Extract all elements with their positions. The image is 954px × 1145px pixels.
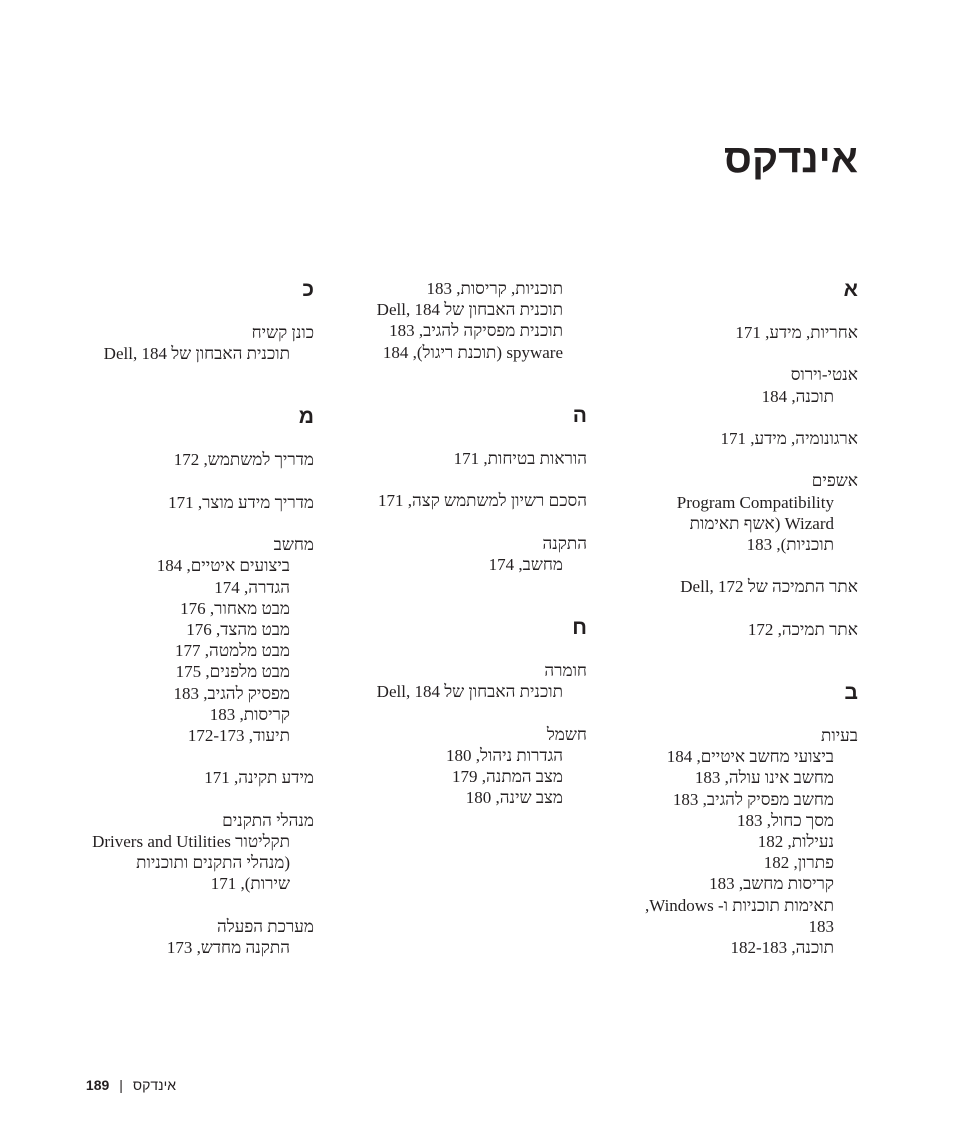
index-entry-line: מנהלי התקנים xyxy=(222,810,314,830)
index-entry-line: ארגונומיה, מידע, 171 xyxy=(720,428,858,448)
index-column-middle xyxy=(357,278,587,808)
section-letter-heading: ב xyxy=(844,680,858,704)
index-subentry-line: תאימות תוכניות ו- Windows, xyxy=(644,895,834,915)
index-entry xyxy=(648,576,858,597)
index-subentry-line: מצב המתנה, 179 xyxy=(452,767,563,786)
page-number: 189 xyxy=(85,1077,110,1093)
section-letter-heading: ח xyxy=(572,616,587,639)
index-entry xyxy=(357,660,587,702)
index-subentry-line: תוכנה, 184 xyxy=(761,386,834,406)
index-entry-line: אחריות, מידע, 171 xyxy=(735,323,858,342)
index-entry-line: מחשב xyxy=(273,535,314,555)
index-subentry-line: תוכניות), 183 xyxy=(746,534,834,554)
index-section xyxy=(648,278,858,640)
index-section xyxy=(357,404,587,575)
index-subentry-line: מחשב מפסיק להגיב, 183 xyxy=(672,789,834,809)
index-entry-line: מדריך למשתמש, 172 xyxy=(173,450,314,470)
index-entry xyxy=(357,278,587,363)
index-subentry-line: תוכנית האבחון של Dell, 184 xyxy=(103,344,290,364)
index-entry-line: אנטי-וירוס xyxy=(790,365,858,385)
index-entry xyxy=(64,322,314,364)
index-subentry-line: פתרון, 182 xyxy=(763,853,834,873)
page-footer xyxy=(86,1076,176,1094)
index-subentry-line: קריסות מחשב, 183 xyxy=(709,874,834,894)
footer-separator: | xyxy=(119,1077,123,1093)
index-subentry-line: תוכניות, קריסות, 183 xyxy=(426,279,563,298)
index-column-left xyxy=(64,278,314,958)
index-entry xyxy=(64,449,314,470)
index-entry xyxy=(357,724,587,809)
index-subentry-line: מבט מלמטה, 177 xyxy=(175,641,290,661)
index-entry xyxy=(64,916,314,958)
index-subentry-line: מסך כחול, 183 xyxy=(736,810,834,830)
index-column-right xyxy=(644,278,858,958)
index-entry-line: מידע תקינה, 171 xyxy=(204,768,314,788)
index-subentry-line: מפסיק להגיב, 183 xyxy=(173,683,290,703)
index-subentry-line: ביצועי מחשב איטיים, 184 xyxy=(666,747,834,767)
index-entry xyxy=(64,534,314,746)
index-subentry-line: מחשב, 174 xyxy=(488,554,563,574)
index-entry-line: אתר התמיכה של Dell, 172 xyxy=(680,577,858,597)
index-subentry-line: Program Compatibility xyxy=(676,492,834,512)
index-subentry-line: spyware (תוכנת ריגול), 184 xyxy=(382,342,563,362)
index-entry-line: הוראות בטיחות, 171 xyxy=(453,448,587,468)
section-letter-heading: מ xyxy=(298,405,314,429)
index-entry-line: אתר תמיכה, 172 xyxy=(747,619,858,639)
page-title: אינדקס xyxy=(724,137,858,181)
index-entry-line: בעיות xyxy=(821,725,858,745)
index-entry xyxy=(357,490,587,511)
footer-label: אינדקס xyxy=(132,1077,176,1093)
index-entry-line: התקנה xyxy=(542,533,587,553)
index-subentry-line: Wizard (אשף תאימות xyxy=(689,513,834,533)
index-entry xyxy=(64,767,314,788)
index-entry xyxy=(648,470,858,555)
index-entry-line: מדריך מידע מוצר, 171 xyxy=(168,492,314,512)
index-subentry-line: תוכנית מפסיקה להגיב, 183 xyxy=(389,321,563,341)
index-entry xyxy=(357,448,587,469)
index-subentry-line: ביצועים איטיים, 184 xyxy=(156,556,290,576)
index-subentry-line: מצב שינה, 180 xyxy=(465,788,563,808)
index-entry xyxy=(648,322,858,343)
section-letter-heading: כ xyxy=(302,278,314,301)
index-subentry-line: מחשב אינו עולה, 183 xyxy=(694,768,834,788)
index-entry-line: אשפים xyxy=(811,471,858,491)
index-subentry-line: מבט מאחור, 176 xyxy=(180,598,290,618)
index-subentry-line: תוכנית האבחון של Dell, 184 xyxy=(376,682,563,702)
index-subentry-line: התקנה מחדש, 173 xyxy=(166,938,290,957)
index-section xyxy=(357,278,587,363)
index-section xyxy=(64,405,314,958)
index-section xyxy=(644,680,858,958)
index-subentry-line: הגדרות ניהול, 180 xyxy=(446,745,563,765)
index-subentry-line: קריסות, 183 xyxy=(209,704,290,724)
index-entry-line: חשמל xyxy=(546,724,587,744)
index-entry xyxy=(357,533,587,575)
index-entry-line: הסכם רשיון למשתמש קצה, 171 xyxy=(378,491,587,511)
index-entry xyxy=(644,725,858,958)
index-entry xyxy=(64,810,314,895)
index-section xyxy=(357,616,587,808)
index-subentry-line: 183 xyxy=(808,916,834,936)
index-subentry-line: הגדרה, 174 xyxy=(214,577,290,597)
section-letter-heading: ה xyxy=(572,403,587,427)
section-letter-heading: א xyxy=(843,278,858,301)
index-subentry-line: (מנהלי התקנים ותוכניות xyxy=(136,853,290,873)
index-entry-line: מערכת הפעלה xyxy=(216,916,314,936)
index-entry xyxy=(64,492,314,513)
index-subentry-line: תוכנית האבחון של Dell, 184 xyxy=(376,300,563,320)
index-entry-line: כונן קשיח xyxy=(251,323,314,342)
index-subentry-line: שירות), 171 xyxy=(210,874,290,894)
index-entry xyxy=(648,364,858,406)
index-subentry-line: נעילות, 182 xyxy=(757,831,834,851)
index-entry xyxy=(648,428,858,449)
index-subentry-line: תוכנה, 182-183 xyxy=(730,938,834,957)
index-section xyxy=(64,278,314,364)
index-subentry-line: תקליטור Drivers and Utilities xyxy=(92,832,290,851)
index-subentry-line: מבט מהצד, 176 xyxy=(186,620,290,639)
index-subentry-line: מבט מלפנים, 175 xyxy=(175,662,290,682)
index-entry-line: חומרה xyxy=(544,661,587,680)
index-entry xyxy=(648,619,858,640)
index-subentry-line: תיעוד, 172-173 xyxy=(187,726,290,746)
